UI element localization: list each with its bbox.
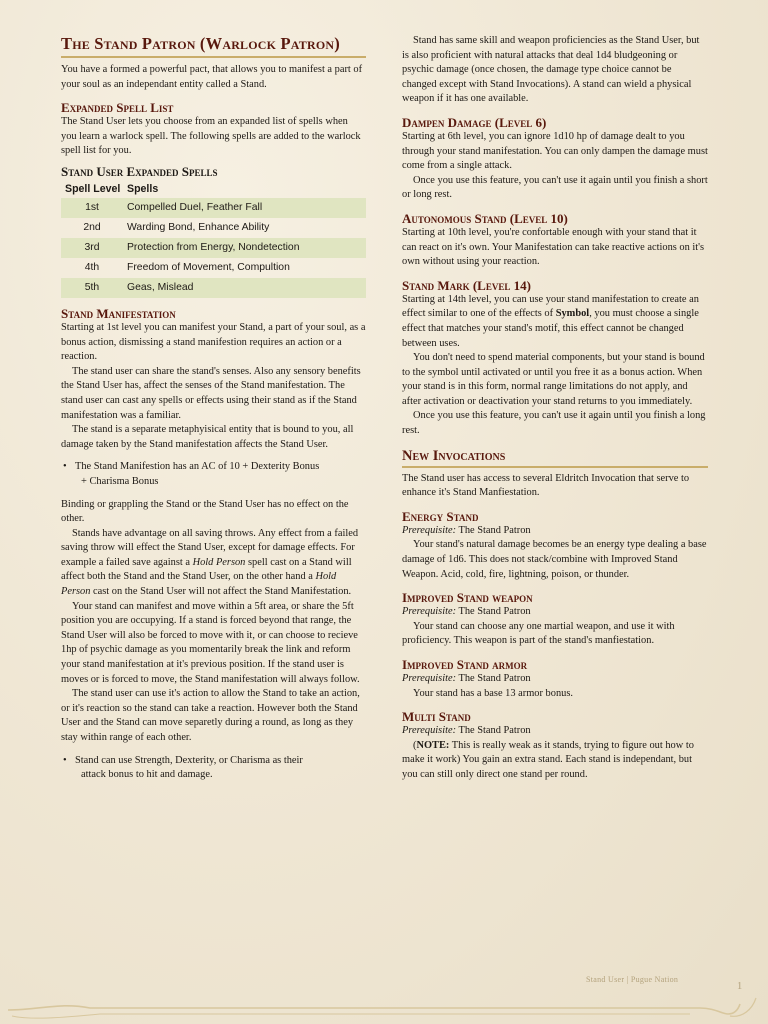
table-row xyxy=(61,218,366,238)
table-cell-level: 3rd xyxy=(61,238,123,258)
expanded-spell-list-heading: Expanded Spell List xyxy=(61,100,174,116)
energy-stand-heading: Energy Stand xyxy=(402,508,479,524)
stand-manifestation-p3: The stand is a separate metaphyisical entity that is bound to you, all damage taken by the Stand manifestation affects the Stand User. xyxy=(61,424,354,450)
stand-manifestation-heading: Stand Manifestation xyxy=(61,305,176,321)
stand-manifestation-p1: Starting at 1st level you can manifest your Stand, a part of your soul, as a bonus action, dismissing a stand manifestion requires an action or a reaction. xyxy=(61,321,366,363)
bullet-list-attack xyxy=(61,754,366,783)
stand-manifestation-p5: Stands have advantage on all saving throws. Any effect from a failed saving throw will effect the Stand User, except for damage effects. For example a failed save against a Hold Person spell cast on a Stand will affect both the Stand and the Stand User, on the other hand a Hold Person cast on the Stand User will not affect the Stand Manifestation. xyxy=(61,527,359,598)
improved-weapon-text: Your stand can choose any one martial weapon, and use it with proficiency. This weapon is part of the stand's manfiestation. xyxy=(402,620,675,647)
list-item: • Stand can use Strength, Dexterity, or Charisma as their attack bonus to hit and damage. xyxy=(61,754,366,783)
table-cell-spells: Freedom of Movement, Compultion xyxy=(127,262,290,274)
spells-table xyxy=(61,181,366,298)
stand-manifestation-p7: The stand user can use it's action to allow the Stand to take an action, or it's reaction so the stand can take a reaction. However both the Stand User and the Stand can move separetly during a round, as long as they stay within range of each other. xyxy=(61,688,360,743)
table-row xyxy=(61,258,366,278)
multi-stand-text: (NOTE: This is really weak as it stands, trying to figure out how to make it work) You gain an extra stand. Each stand is independant, but you can still only direct one stand per round. xyxy=(402,739,694,780)
table-cell-level: 5th xyxy=(61,278,123,298)
list-item: • The Stand Manifestion has an AC of 10 + Dexterity Bonus + Charisma Bonus xyxy=(61,460,366,489)
table-cell-level: 4th xyxy=(84,262,100,274)
intro-paragraph: You have a formed a powerful pact, that allows you to manifest a part of your soul as an independant entity called a Stand. xyxy=(61,64,363,90)
autonomous-stand-p1: Starting at 10th level, you're confortable enough with your stand that it can react on it's own. Your Manifestation can take reactive actions on it's own without using your reaction. xyxy=(402,226,705,268)
table-cell-level: 1st xyxy=(61,198,123,218)
stand-manifestation-p6: Your stand can manifest and move within a 5ft area, or share the 5ft position you are occupying. If a stand is forced beyond that range, the Stand User will also be forced to move with it, or can choose to recieve 1hp of psychic damage as you momentarily break the link and reform your stand manifestation at it's previous position. If the stand user is moves or is forced to move, the Stand manifestation will always follow. xyxy=(61,600,360,685)
spells-table-heading: Stand User Expanded Spells xyxy=(61,163,218,179)
stand-mark-p2: You don't need to spend material components, but your stand is bound to the symbol until activated or until you free it as a bonus action. When your stand is in this form, normal range limitations do not apply, and after activation or deactivation your stand returns to you immediately. xyxy=(402,352,705,407)
stand-proficiency-paragraph: Stand has same skill and weapon proficiencies as the Stand User, but is also proficient with natural attacks that deal 1d4 bludgeoning or psychic damage (once chosen, the damage type choice cannot be changed except with Stand Invocations). A stand can wield a physical weapon if it has one available. xyxy=(402,35,700,105)
bullet-list-ac xyxy=(61,460,366,489)
page-number: 1 xyxy=(737,981,743,992)
table-row xyxy=(61,278,366,298)
energy-stand-text: Your stand's natural damage becomes be an energy type dealing a base damage of 1d6. This does not stack/combine with Improved Stand Weapon. Acid, cold, fire, lightning, poison, or thunder. xyxy=(402,539,707,580)
improved-weapon-heading: Improved Stand weapon xyxy=(402,590,533,606)
stand-mark-p1: Starting at 14th level, you can use your stand manifestation to create an effect similar to one of the effects of Symbol, you must choose a single effect that matches your stand's motif, this effect cannot be changed between uses. xyxy=(402,293,699,349)
page-title: The Stand Patron (Warlock Patron) xyxy=(61,34,366,58)
new-invocations-text: The Stand user has access to several Eldritch Invocation that serve to enhance it's Stand Manfiestation. xyxy=(402,472,690,499)
stand-mark-p3: Once you use this feature, you can't use it again until you finish a long rest. xyxy=(402,410,706,437)
col-header-spells: Spells xyxy=(127,182,159,195)
stand-manifestation-p4: Binding or grappling the Stand or the Stand User has no effect on the other. xyxy=(61,498,349,525)
footer-text: Stand User | Pugue Nation xyxy=(586,975,679,984)
new-invocations-heading: New Invocations xyxy=(402,447,708,468)
energy-stand-prereq: Prerequisite: The Stand Patron xyxy=(402,524,531,536)
table-cell-spells: Protection from Energy, Nondetection xyxy=(123,238,366,258)
autonomous-stand-heading: Autonomous Stand (Level 10) xyxy=(402,210,568,226)
dampen-damage-p2: Once you use this feature, you can't use it again until you finish a short or long rest. xyxy=(402,174,708,201)
multi-stand-heading: Multi Stand xyxy=(402,709,471,725)
table-cell-spells: Warding Bond, Enhance Ability xyxy=(127,222,270,234)
improved-armor-prereq: Prerequisite: The Stand Patron xyxy=(402,673,531,684)
footer-ornament xyxy=(0,964,768,1024)
improved-armor-text: Your stand has a base 13 armor bonus. xyxy=(413,687,573,699)
table-row xyxy=(61,198,366,218)
table-cell-level: 2nd xyxy=(83,222,101,234)
table-row xyxy=(61,238,366,258)
dampen-damage-heading: Dampen Damage (Level 6) xyxy=(402,114,547,130)
multi-stand-prereq: Prerequisite: The Stand Patron xyxy=(402,725,531,737)
left-column xyxy=(61,34,366,783)
col-header-level: Spell Level xyxy=(65,182,121,195)
table-cell-spells: Geas, Mislead xyxy=(123,278,366,298)
improved-weapon-prereq: Prerequisite: The Stand Patron xyxy=(402,606,531,618)
stand-manifestation-p2: The stand user can share the stand's senses. Also any sensory benefits the Stand User has, affect the senses of the Stand manifestation. The stand user can cast any spells or effects using their stand as if the Stand manifestation was a familiar. xyxy=(61,365,361,421)
table-cell-spells: Compelled Duel, Feather Fall xyxy=(123,198,366,218)
dampen-damage-p1: Starting at 6th level, you can ignore 1d10 hp of damage dealt to you through your stand manifestation. You can only dampen the damage must come from a single attack. xyxy=(402,130,708,172)
expanded-spell-list-text: The Stand User lets you choose from an expanded list of spells when you learn a warlock spell. The following spells are added to the warlock spell list for you. xyxy=(61,116,361,157)
improved-armor-heading: Improved Stand armor xyxy=(402,657,528,672)
stand-mark-heading: Stand Mark (Level 14) xyxy=(402,277,531,293)
right-column xyxy=(402,34,708,783)
